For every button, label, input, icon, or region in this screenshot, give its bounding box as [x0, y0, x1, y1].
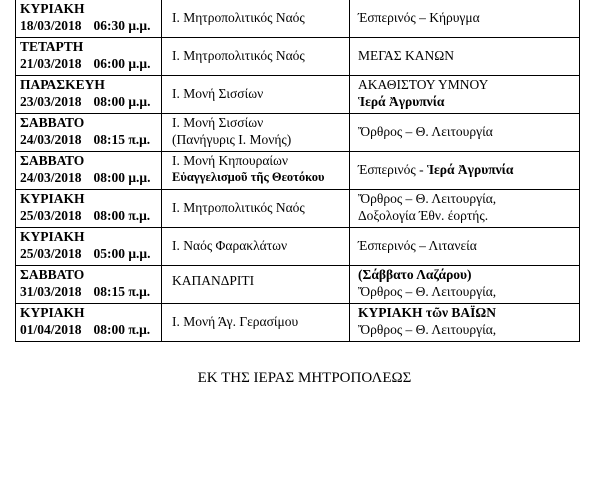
- place-cell: [162, 75, 350, 113]
- place: Ι. Μητροπολιτικός Ναός: [172, 47, 305, 63]
- place-note: Εὐαγγελισμοῦ τῆς Θεοτόκου: [172, 169, 325, 184]
- place: Ι. Μητροπολιτικός Ναός: [172, 199, 305, 215]
- day-name: ΣΑΒΒΑΤΟ: [20, 152, 85, 168]
- table-row: [16, 265, 580, 303]
- footer-signature: ΕΚ ΤΗΣ ΙΕΡΑΣ ΜΗΤΡΟΠΟΛΕΩΣ: [197, 370, 412, 386]
- time: 08:00 π.μ.: [93, 207, 151, 223]
- place-cell: [162, 0, 350, 37]
- service-bold: ΚΥΡΙΑΚΗ τῶν ΒΑΪΩΝ: [358, 304, 496, 320]
- place: Ι. Μητροπολιτικός Ναός: [172, 10, 305, 25]
- place: Ι. Ναός Φαρακλάτων: [172, 237, 288, 253]
- time: 08:00 μ.μ.: [93, 169, 151, 185]
- service: Ὄρθρος – Θ. Λειτουργία,: [358, 321, 497, 337]
- service-cell: [350, 189, 580, 227]
- time: 08:00 μ.μ.: [93, 93, 151, 109]
- date-cell: [16, 303, 162, 341]
- day-name: ΤΕΤΑΡΤΗ: [20, 38, 84, 54]
- date: 23/03/2018: [20, 93, 82, 109]
- place-cell: [162, 151, 350, 189]
- time: 06:00 μ.μ.: [93, 55, 151, 71]
- date-cell: [16, 37, 162, 75]
- table-row: [16, 75, 580, 113]
- service-bold: Ἱερά Ἀγρυπνία: [358, 93, 445, 109]
- service-line-2: Δοξολογία Έθν. έορτής.: [358, 207, 489, 223]
- service-bold: Ἱερά Ἀγρυπνία: [426, 161, 514, 177]
- date-cell: [16, 227, 162, 265]
- service-cell: [350, 113, 580, 151]
- service-cell: [350, 265, 580, 303]
- day-name: ΚΥΡΙΑΚΗ: [20, 304, 85, 320]
- place-cell: [162, 227, 350, 265]
- date: 24/03/2018: [20, 131, 82, 147]
- date-cell: [16, 189, 162, 227]
- date-cell: [16, 265, 162, 303]
- date: 24/03/2018: [20, 169, 82, 185]
- time: 08:00 π.μ.: [93, 321, 151, 337]
- day-name: ΚΥΡΙΑΚΗ: [20, 228, 85, 244]
- table-row: [16, 113, 580, 151]
- place: ΚΑΠΑΝΔΡΙΤΙ: [172, 272, 255, 288]
- date: 18/03/2018: [20, 18, 82, 33]
- service-cell: [350, 0, 580, 37]
- table-row: [16, 37, 580, 75]
- day-name: ΠΑΡΑΣΚΕΥΗ: [20, 76, 105, 92]
- place: Ι. Μονή Σισσίων: [172, 114, 264, 130]
- service-cell: [350, 75, 580, 113]
- service: Έσπερινός – Λιτανεία: [358, 237, 477, 253]
- place-cell: [162, 303, 350, 341]
- day-name: ΣΑΒΒΑΤΟ: [20, 266, 85, 282]
- time: 05:00 μ.μ.: [93, 245, 151, 261]
- date: 25/03/2018: [20, 207, 82, 223]
- time: 08:15 π.μ.: [93, 131, 151, 147]
- service: Έσπερινός -: [358, 161, 427, 177]
- table-row: [16, 151, 580, 189]
- place-cell: [162, 265, 350, 303]
- date-cell: [16, 113, 162, 151]
- service: Ὄρθρος – Θ. Λειτουργία,: [358, 283, 497, 299]
- date-cell: [16, 0, 162, 37]
- day-name: ΣΑΒΒΑΤΟ: [20, 114, 85, 130]
- service-bold: (Σάββατο Λαζάρου): [358, 266, 472, 282]
- date: 31/03/2018: [20, 283, 82, 299]
- time: 08:15 π.μ.: [93, 283, 151, 299]
- schedule-table: [15, 0, 580, 342]
- date-cell: [16, 151, 162, 189]
- place: Ι. Μονή Σισσίων: [172, 85, 264, 101]
- table-row: [16, 189, 580, 227]
- place-note: (Πανήγυρις Ι. Μονής): [172, 131, 292, 147]
- service: Έσπερινός – Κήρυγμα: [358, 10, 480, 25]
- service: ΑΚΑΘΙΣΤΟΥ ΥΜΝΟΥ: [358, 76, 489, 92]
- date: 25/03/2018: [20, 245, 82, 261]
- place: Ι. Μονή Άγ. Γερασίμου: [172, 313, 299, 329]
- table-row: [16, 227, 580, 265]
- day-name: ΚΥΡΙΑΚΗ: [20, 1, 85, 16]
- table-row: [16, 303, 580, 341]
- table-row: [16, 0, 580, 37]
- date: 01/04/2018: [20, 321, 82, 337]
- place-cell: [162, 37, 350, 75]
- day-name: ΚΥΡΙΑΚΗ: [20, 190, 85, 206]
- service: Ὄρθρος – Θ. Λειτουργία,: [358, 190, 497, 206]
- place-cell: [162, 189, 350, 227]
- service-cell: [350, 37, 580, 75]
- service-cell: [350, 227, 580, 265]
- time: 06:30 μ.μ.: [93, 18, 151, 33]
- place: Ι. Μονή Κηπουραίων: [172, 152, 289, 168]
- service-cell: [350, 151, 580, 189]
- place-cell: [162, 113, 350, 151]
- service: Ὄρθρος – Θ. Λειτουργία: [358, 123, 493, 139]
- date-cell: [16, 75, 162, 113]
- date: 21/03/2018: [20, 55, 82, 71]
- service-cell: [350, 303, 580, 341]
- service: ΜΕΓΑΣ ΚΑΝΩΝ: [358, 47, 454, 63]
